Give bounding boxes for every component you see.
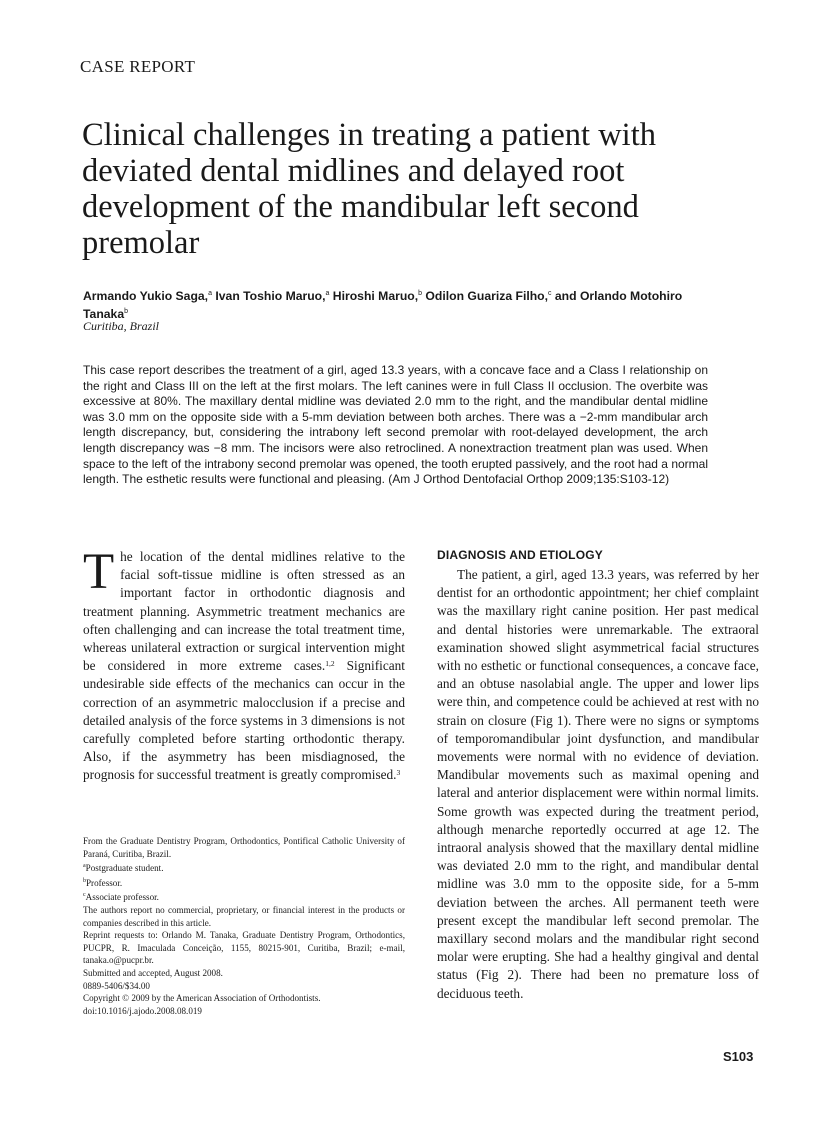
section-label: CASE REPORT [80,57,196,76]
affiliation-mark: a [325,290,330,297]
footnote-origin: From the Graduate Dentistry Program, Orthodontics, Pontifical Catholic University of Paraná, Curitiba, Brazil. [83,836,405,859]
affiliation-mark: b [124,308,129,316]
abstract: This case report describes the treatment of a girl, aged 13.3 years, with a concave face and a Class I relationship on the right and Class III on the left at the first molars. The left canines were in full Class II occlusion. The overbite was excessive at 80%. The maxillary dental midline was deviated 2.0 mm to the right, and the mandibular dental midline was 3.0 mm on the opposite side with a 5-mm deviation between both arches. There was a −2-mm mandibular arch length discrepancy, but, considering the intrabony left second premolar with root-delayed development, the arch length discrepancy was −8 mm. The incisors were also retroclined. A nonextraction treatment plan was used. When space to the left of the intrabony second premolar was opened, the tooth erupted passively, and the root had a normal length. The esthetic results were functional and pleasing. (Am J Orthod Dentofacial Orthop 2009;135:S103-12) [83,363,708,487]
footnote-b: $^b$Professor. [83,877,123,888]
intro-paragraph [83,544,405,785]
intro-text-continued: Significant undesirable side effects of the mechanics can occur in the correction of an asymmetric malocclusion if a precise and detailed analysis of the force systems in 3 dimensions is not carefully completed before starting orthodontic therapy. Also, if the asymmetry has been misdiagnosed, the prognosis for successful treatment is greatly compromised. [83,658,405,783]
author-location: Curitiba, Brazil [83,319,160,333]
intro-column [83,544,405,785]
footnote-interest: The authors report no commercial, proprietary, or financial interest in the products or companies described in this article. [83,905,405,928]
citation-ref: 1,2 [325,659,335,669]
footnotes [83,835,405,1017]
author-name: and Orlando Motohiro Tanaka [83,289,683,322]
footnote-copyright: Copyright © 2009 by the American Association of Orthodontists. [83,993,321,1004]
section-heading: DIAGNOSIS AND ETIOLOGY [437,548,603,562]
author-name: Hiroshi Maruo, [329,289,419,304]
intro-text: he location of the dental midlines relative to the facial soft-tissue midline is often stressed as an important factor in orthodontic diagnosis and treatment planning. Asymmetric treatment mechanics are often challenging and can increase the total treatment time, whereas unilateral extraction or surgical intervention might be considered in more extreme cases. [83,549,405,674]
footnote-issn: 0889-5406/$34.00 [83,980,150,991]
article-title: Clinical challenges in treating a patient with deviated dental midlines and delayed root development of the mandibular left second premolar [82,117,656,261]
diagnosis-column [437,547,759,1003]
author-name: Armando Yukio Saga, [83,289,209,304]
diagnosis-paragraph: The patient, a girl, aged 13.3 years, was referred by her dentist for an orthodontic appointment; her chief complaint was the maxillary right canine position. Her past medical and dental histories were unremarkable. The extraoral examination showed slight asymmetrical facial structures with no esthetic or functional consequences, a concave face, and an obtuse nasolabial angle. The upper and lower lips were thin, and competence could be achieved at rest with no strain on closure (Fig 1). There were no signs or symptoms of temporomandibular joint dysfunction, and mandibular movements were normal with no evidence of deviation. Mandibular movements such as maximal opening and lateral and anterior displacement were within normal limits. Some growth was expected during the treatment period, although menarche reportedly occurred at age 12. The intraoral analysis showed that the maxillary dental midline was deviated 2.0 mm to the right, and mandibular dental midline was 3.0 mm to the opposite side, for a 5-mm deviation between the arches. All permanent teeth were present except the mandibular left second premolar. The maxillary second molars and the mandibular right second molar were erupting. She had a healthy gingival and dental status (Fig 2). There had been no premature loss of deciduous teeth. [437,567,759,1001]
author-name: Ivan Toshio Maruo, [211,289,326,304]
footnote-c: $^c$Associate professor. [83,892,159,903]
footnote-a: $^a$Postgraduate student. [83,863,164,874]
affiliation-mark: b [418,290,423,297]
footnote-submitted: Submitted and accepted, August 2008. [83,968,223,979]
affiliation-mark: c [548,290,552,297]
footnote-reprint: Reprint requests to: Orlando M. Tanaka, Graduate Dentistry Program, Orthodontics, PUCPR, R. Imaculada Conceição, 1155, 80215-901, Curitiba, Brazil; e-mail, tanaka.o@pucpr.br. [83,930,405,966]
affiliation-mark: a [208,290,212,297]
citation-ref: 3 [396,768,401,778]
author-name: Odilon Guariza Filho, [422,289,548,304]
footnote-doi: doi:10.1016/j.ajodo.2008.08.019 [83,1005,202,1016]
page-number: S103 [723,1049,754,1064]
drop-cap: T [83,544,115,600]
author-list [83,286,683,322]
